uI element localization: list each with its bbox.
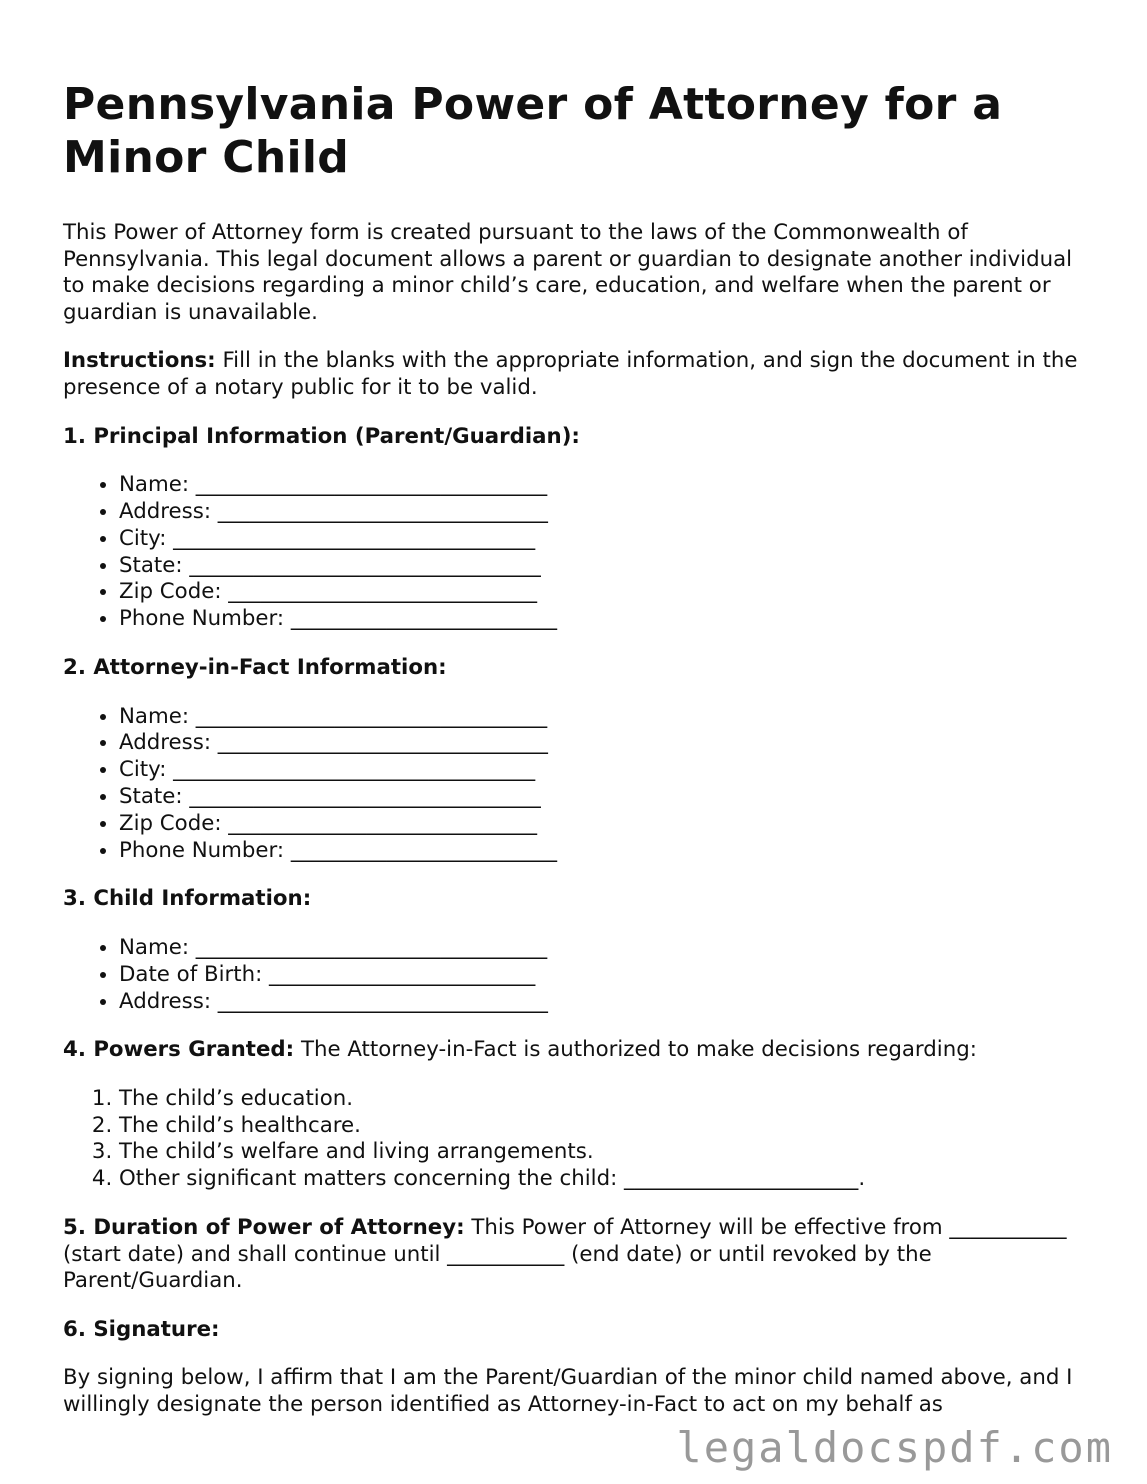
child-info-list (63, 935, 1093, 1015)
power-item-healthcare: 2. The child’s healthcare. (119, 1113, 1093, 1140)
attorney-zip-field: • Zip Code: _____________________________ (119, 811, 1093, 838)
section-principal-title: 1. Principal Information (Parent/Guardian): (63, 423, 580, 449)
power-item-other: 4. Other significant matters concerning the child: ______________________. (119, 1166, 1093, 1193)
section-signature-title: 6. Signature: (63, 1316, 220, 1342)
instructions-text: Fill in the blanks with the appropriate information, and sign the document in the presence of a notary public for it to be valid. (63, 348, 1078, 400)
powers-granted-label: 4. Powers Granted: (63, 1037, 295, 1063)
powers-list (63, 1086, 1093, 1193)
attorney-city-field: • City: __________________________________ (119, 757, 1093, 784)
powers-granted-paragraph (63, 1037, 1093, 1064)
attorney-name-field: • Name: _________________________________ (119, 704, 1093, 731)
duration-label: 5. Duration of Power of Attorney: (63, 1215, 465, 1241)
attorney-state-field: • State: _________________________________ (119, 784, 1093, 811)
attorney-info-list (63, 704, 1093, 865)
power-item-welfare: 3. The child’s welfare and living arrangements. (119, 1139, 1093, 1166)
principal-info-list (63, 472, 1093, 633)
duration-text: This Power of Attorney will be effective from ___________ (start date) and shall continue until ___________ (end date) or until revoked by the Parent/Guardian. (63, 1215, 1067, 1294)
principal-phone-field: • Phone Number: _________________________ (119, 606, 1093, 633)
principal-state-field: • State: _________________________________ (119, 553, 1093, 580)
instructions-label: Instructions: (63, 348, 216, 374)
intro-paragraph: This Power of Attorney form is created pursuant to the laws of the Commonwealth of Pennsylvania. This legal document allows a parent or guardian to designate another individual to make decisions regarding a minor child’s care, education, and welfare when the parent or guardian is unavailable. (63, 220, 1073, 325)
section-child-title: 3. Child Information: (63, 886, 312, 912)
instructions-paragraph (63, 348, 1093, 401)
signature-paragraph: By signing below, I affirm that I am the Parent/Guardian of the minor child named above, and I willingly designate the person identified as Attorney-in-Fact to act on my behalf as (63, 1365, 1073, 1418)
section-attorney-title: 2. Attorney-in-Fact Information: (63, 654, 447, 680)
watermark-logo: legaldocspdf.com (676, 1423, 1113, 1472)
attorney-address-field: • Address: _______________________________ (119, 730, 1093, 757)
duration-paragraph (63, 1215, 1093, 1295)
power-item-education: 1. The child’s education. (119, 1086, 1093, 1113)
document-title: Pennsylvania Power of Attorney for a Minor Child (63, 79, 1003, 183)
principal-zip-field: • Zip Code: _____________________________ (119, 579, 1093, 606)
document-page (63, 78, 1093, 1441)
powers-granted-text: The Attorney-in-Fact is authorized to make decisions regarding: (294, 1037, 977, 1063)
attorney-phone-field: • Phone Number: _________________________ (119, 838, 1093, 865)
child-dob-field: • Date of Birth: _________________________ (119, 962, 1093, 989)
child-name-field: • Name: _________________________________ (119, 935, 1093, 962)
child-address-field: • Address: _______________________________ (119, 989, 1093, 1016)
principal-address-field: • Address: _______________________________ (119, 499, 1093, 526)
principal-city-field: • City: __________________________________ (119, 526, 1093, 553)
principal-name-field: • Name: _________________________________ (119, 472, 1093, 499)
